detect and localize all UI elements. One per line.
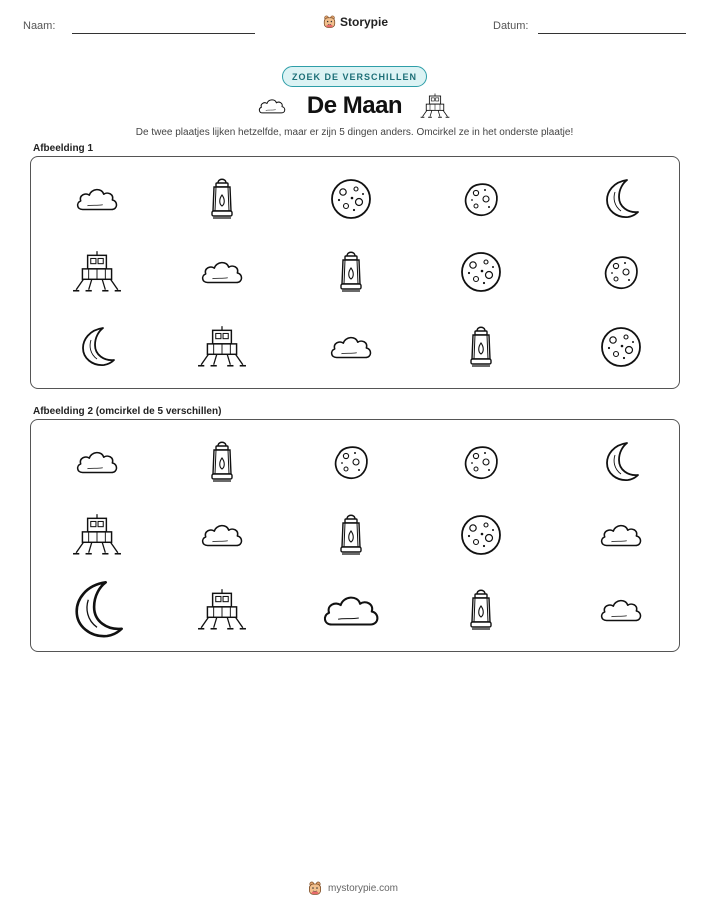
- cloud-icon[interactable]: [598, 520, 644, 550]
- title-row: [0, 92, 709, 124]
- picture-2-label: Afbeelding 2 (omcirkel de 5 verschillen): [33, 406, 222, 417]
- lunar-lander-icon[interactable]: [197, 587, 247, 633]
- storypie-mascot-icon: [322, 14, 337, 29]
- lantern-icon[interactable]: [466, 588, 496, 632]
- cloud-icon[interactable]: [320, 590, 382, 631]
- full-moon-icon: [599, 325, 643, 369]
- instructions: De twee plaatjes lijken hetzelfde, maar er zijn 5 dingen anders. Omcirkel ze in het onderste plaatje!: [135, 127, 574, 138]
- date-label: Datum:: [493, 20, 529, 32]
- moon-rock-icon[interactable]: [461, 442, 501, 482]
- cloud-icon: [328, 332, 374, 362]
- lantern-icon: [207, 177, 237, 221]
- worksheet-type-badge: ZOEK DE VERSCHILLEN: [282, 66, 427, 87]
- full-moon-icon: [329, 177, 373, 221]
- brand-name: Storypie: [340, 14, 389, 29]
- picture-1-label: Afbeelding 1: [33, 143, 94, 154]
- cloud-icon: [199, 257, 245, 287]
- full-moon-icon[interactable]: [459, 513, 503, 557]
- lunar-lander-icon: [72, 249, 122, 295]
- storypie-mascot-icon: [307, 880, 323, 896]
- picture-1-panel: [30, 156, 680, 389]
- lunar-lander-icon: [420, 92, 450, 120]
- date-line[interactable]: [538, 33, 686, 34]
- crescent-moon-icon[interactable]: [601, 440, 641, 484]
- lunar-lander-icon[interactable]: [72, 512, 122, 558]
- footer-site: mystorypie.com: [328, 882, 399, 894]
- moon-rock-icon: [601, 252, 641, 292]
- name-label: Naam:: [23, 20, 56, 32]
- crescent-moon-icon: [601, 177, 641, 221]
- cloud-icon[interactable]: [199, 520, 245, 550]
- moon-rock-icon: [461, 179, 501, 219]
- lantern-icon: [336, 250, 366, 294]
- page-title: De Maan: [306, 92, 403, 119]
- brand-logo: [322, 14, 388, 29]
- crescent-moon-icon[interactable]: [68, 578, 126, 642]
- lantern-icon: [466, 325, 496, 369]
- footer: [307, 880, 398, 896]
- cloud-icon[interactable]: [598, 595, 644, 625]
- cloud-icon: [74, 184, 120, 214]
- picture-2-panel[interactable]: [30, 419, 680, 652]
- crescent-moon-icon: [77, 325, 117, 369]
- full-moon-icon: [459, 250, 503, 294]
- cloud-icon[interactable]: [74, 447, 120, 477]
- lunar-lander-icon: [197, 324, 247, 370]
- name-line[interactable]: [72, 33, 255, 34]
- moon-rock-icon[interactable]: [331, 442, 371, 482]
- lantern-icon[interactable]: [336, 513, 366, 557]
- lantern-icon[interactable]: [207, 440, 237, 484]
